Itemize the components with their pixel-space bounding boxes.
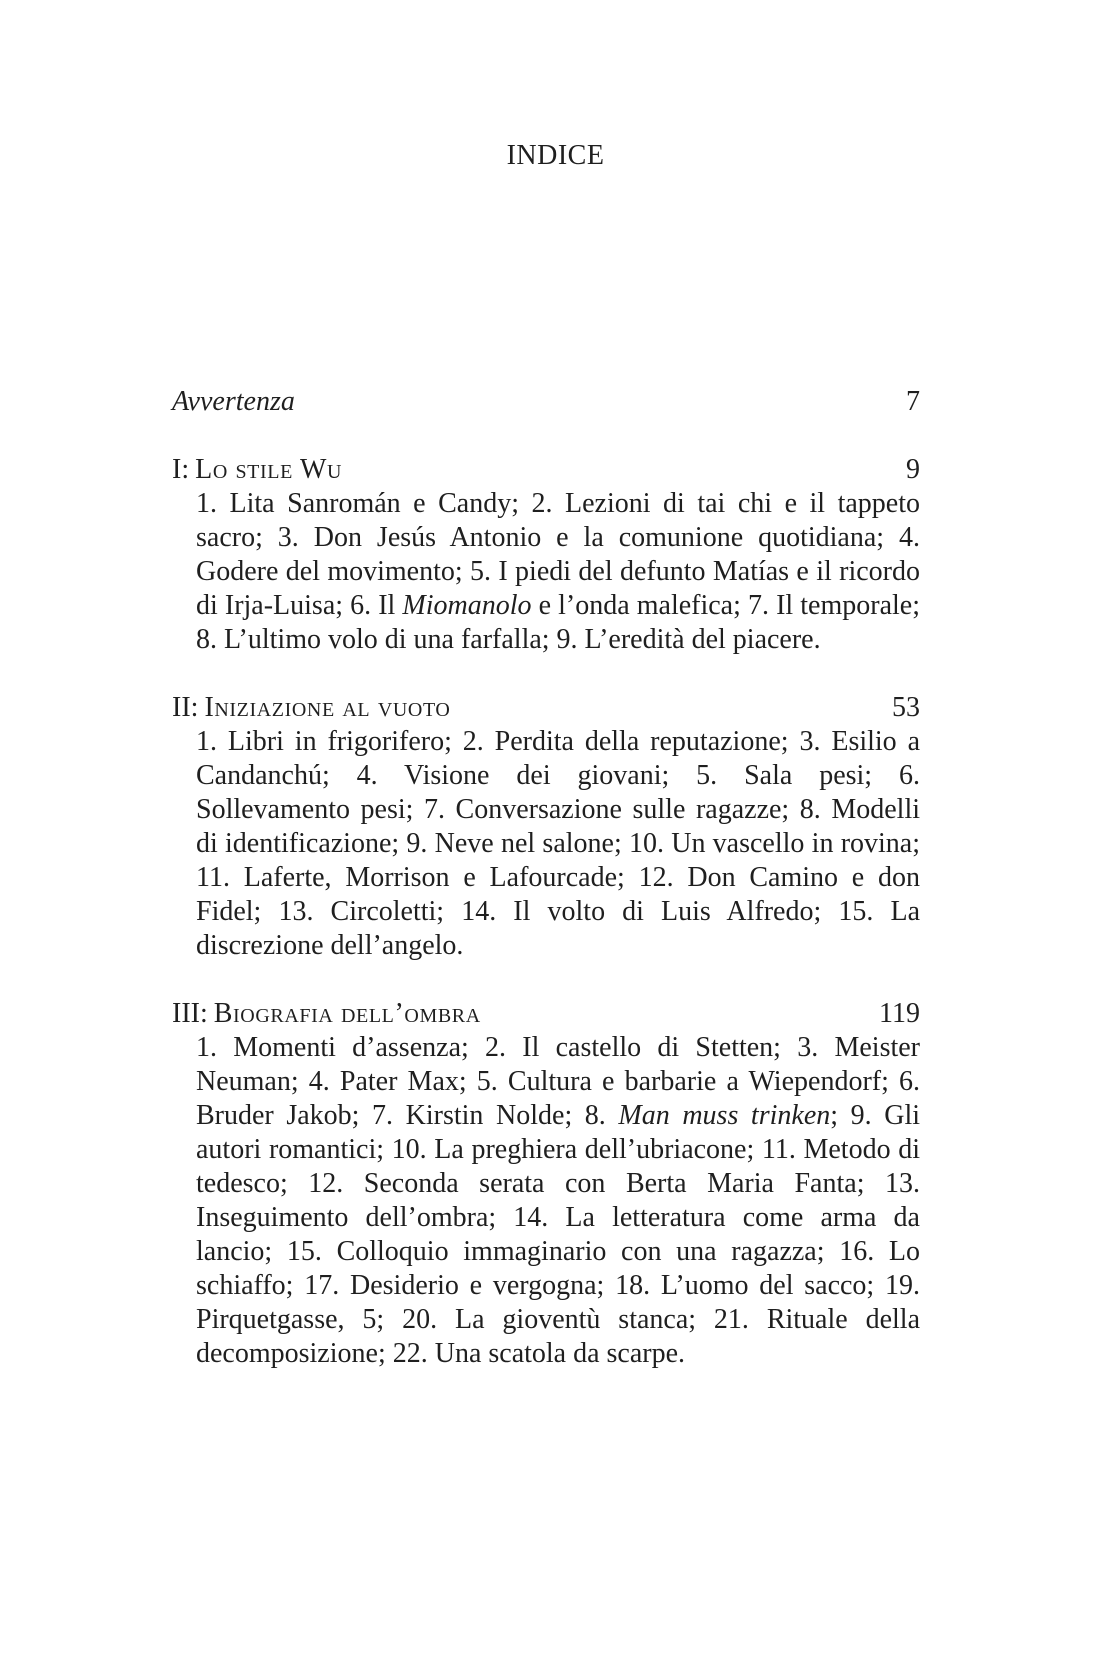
entry-title	[172, 453, 342, 487]
toc-entry-chapter-3	[172, 997, 920, 1371]
contents-text: 1. Momenti d’assenza; 2. Il castello di Stetten; 3. Meister Neuman; 4. Pater Max; 5. Cultura e barbarie a Wiependorf; 6. Bruder Jakob; 7. Kirstin Nolde; 8.	[196, 1032, 920, 1131]
entry-page-number: 7	[906, 386, 920, 417]
entry-title	[172, 691, 450, 725]
entry-title	[172, 997, 481, 1031]
contents-text: ; 9. Gli autori romantici; 10. La preghiera dell’ubriacone; 11. Metodo di tedesco; 12. Seconda serata con Berta Maria Fanta; 13. Inseguimento dell’ombra; 14. La letteratura come arma da lancio; 15. Colloquio immaginario con una ragazza; 16. Lo schiaffo; 17. Desiderio e vergogna; 18. L’uomo del sacco; 19. Pirquetgasse, 5; 20. La gioventù stanca; 21. Rituale della decomposizione; 22. Una scatola da scarpe.	[196, 1100, 920, 1369]
contents-text: e l’onda malefica; 7. Il temporale; 8. L’ultimo volo di una farfalla; 9. L’eredità del piacere.	[196, 590, 920, 655]
entry-heading	[172, 997, 920, 1031]
chapter-numeral: I:	[172, 454, 190, 485]
entry-title: Avvertenza	[172, 386, 295, 417]
chapter-title: Lo stile Wu	[195, 454, 343, 485]
entry-heading	[172, 453, 920, 487]
contents-italic-text: Miomanolo	[402, 590, 532, 621]
entry-page-number: 119	[879, 998, 920, 1029]
chapter-contents	[196, 1031, 920, 1371]
page-title: INDICE	[506, 140, 605, 171]
contents-text: 1. Lita Sanromán e Candy; 2. Lezioni di tai chi e il tappeto sacro; 3. Don Jesús Antonio e la comunione quotidiana; 4. Godere del movimento; 5. I piedi del defunto Matías e il ricordo di Irja-Luisa; 6. Il	[196, 488, 920, 621]
toc-entry-avvertenza	[172, 385, 920, 419]
chapter-contents: 1. Libri in frigorifero; 2. Perdita della reputazione; 3. Esilio a Candanchú; 4. Visione dei giovani; 5. Sala pesi; 6. Sollevamento pesi; 7. Conversazione sulle ragazze; 8. Modelli di identificazione; 9. Neve nel salone; 10. Un vascello in rovina; 11. Laferte, Morrison e Lafourcade; 12. Don Camino e don Fidel; 13. Circoletti; 14. Il volto di Luis Alfredo; 15. La discrezione dell’angelo.	[196, 726, 920, 961]
chapter-contents	[196, 487, 920, 657]
chapter-title: Iniziazione al vuoto	[204, 692, 451, 723]
toc-entry-chapter-1	[172, 453, 920, 657]
entry-heading	[172, 385, 920, 419]
chapter-numeral: III:	[172, 998, 208, 1029]
entry-heading	[172, 691, 920, 725]
entry-page-number: 9	[906, 454, 920, 485]
table-of-contents	[172, 385, 920, 1371]
contents-italic-text: Man muss trinken	[618, 1100, 831, 1131]
chapter-numeral: II:	[172, 692, 199, 723]
chapter-title: Biografia dell’ombra	[213, 998, 481, 1029]
entry-page-number: 53	[892, 692, 920, 723]
toc-entry-chapter-2	[172, 691, 920, 963]
